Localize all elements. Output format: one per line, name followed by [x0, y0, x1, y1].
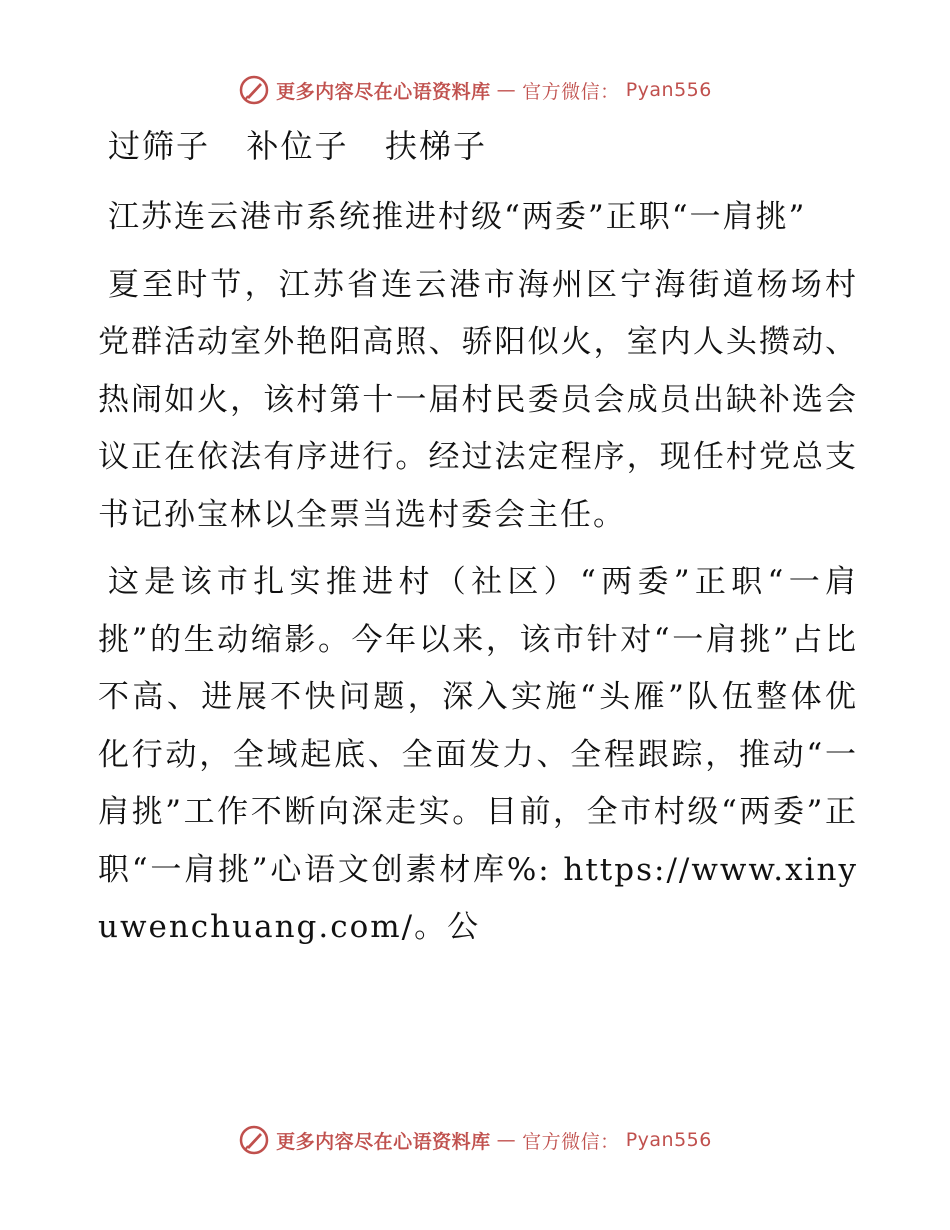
article-subtitle: 江苏连云港市系统推进村级“两委”正职“一肩挑” — [108, 199, 807, 235]
watermark-main-text: 更多内容尽在心语资料库 — [276, 1130, 491, 1153]
quill-pen-icon — [238, 74, 270, 106]
article-paragraph-2: 这是该市扎实推进村（社区）“两委”正职“一肩挑”的生动缩影。今年以来，该市针对“一肩挑”占比不高、进展不快问题，深入实施“头雁”队伍整体优化行动，全域起底、全面发力、全程跟踪，推动“一肩挑”工作不断向深走实。目前，全市村级“两委”正职“一肩挑”心语文创素材库%: https://www.xinyuwenchuang.com/。公 — [98, 564, 858, 945]
article-paragraph-1: 夏至时节，江苏省连云港市海州区宁海街道杨场村党群活动室外艳阳高照、骄阳似火，室内人头攒动、热闹如火，该村第十一届村民委员会成员出缺补选会议正在依法有序进行。经过法定程序，现任村党总支书记孙宝林以全票当选村委会主任。 — [98, 266, 858, 533]
watermark-wechat-id: Pyan556 — [625, 1129, 712, 1151]
watermark-main-text: 更多内容尽在心语资料库 — [276, 80, 491, 103]
article-body — [98, 118, 858, 967]
article-headline: 过筛子 补位子 扶梯子 — [108, 127, 488, 165]
quill-pen-icon — [238, 1124, 270, 1156]
watermark-separator: — — [496, 79, 517, 101]
watermark-suffix: 官方微信： — [522, 1130, 620, 1153]
watermark-separator: — — [496, 1129, 517, 1151]
header-watermark — [0, 74, 950, 106]
watermark-wechat-id: Pyan556 — [625, 79, 712, 101]
footer-watermark — [0, 1124, 950, 1156]
watermark-suffix: 官方微信： — [522, 80, 620, 103]
